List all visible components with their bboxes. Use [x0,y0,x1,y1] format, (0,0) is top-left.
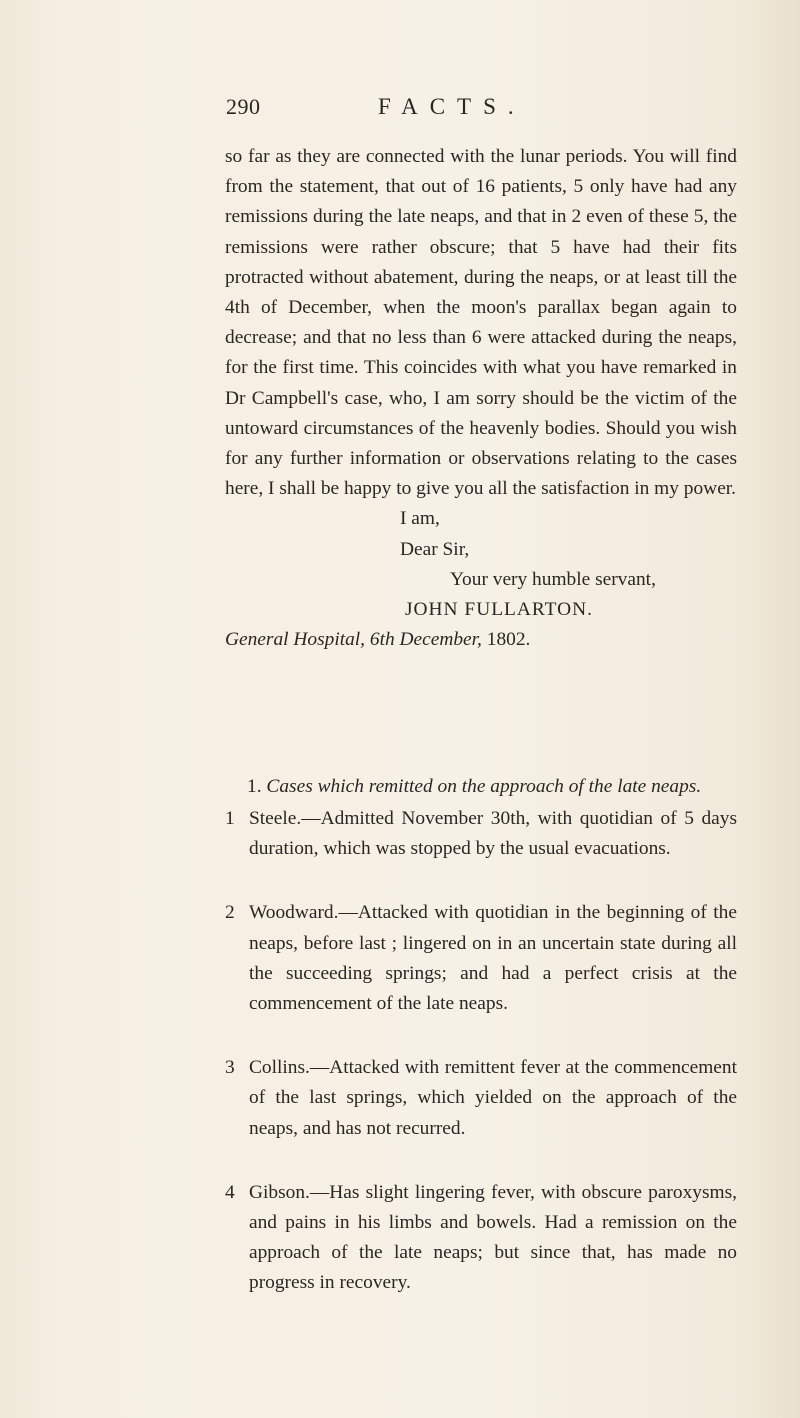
case-number: 1 [225,808,235,829]
cases-section [225,772,737,1299]
running-title: FACTS. [378,94,526,119]
case-text: Steele.—Admitted November 30th, with quotidian of 5 days duration, which was stopped by the usual evacuations. [249,808,737,860]
letter-body: so far as they are connected with the lunar periods. You will find from the statement, that out of 16 patients, 5 only have had any remissions during the late neaps, and that in 2 even of these 5, the remissions were rather obscure; that 5 have had their fits protracted without abatement, during the neaps, or at least till the 4th of December, when the moon's parallax began again to decrease; and that no less than 6 were attacked during the neaps, for the first time. This coincides with what you have remarked in Dr Campbell's case, who, I am sorry should be the victim of the untoward circumstances of the heavenly bodies. Should you wish for any further information or observations relating to the cases here, I shall be happy to give you all the satisfaction in my power. [225,146,737,500]
page-header [226,94,656,128]
case-text: Collins.—Attacked with remittent fever at the commencement of the last springs, which yielded on the approach of the neaps, and has not recurred. [249,1057,737,1139]
dateline-day: 6th December, [369,629,482,651]
dateline-year: 1802. [486,629,531,651]
case-item [225,1178,737,1299]
letter-section [225,142,737,655]
case-number: 2 [225,902,235,924]
signature: JOHN FULLARTON. [405,599,594,621]
letter-closing [225,504,737,625]
case-item [225,898,737,1019]
dateline-place: General Hospital, [225,629,366,651]
cases-heading-number: 1. [247,776,262,797]
closing-i-am: I am, [400,508,440,530]
closing-salutation: Dear Sir, [400,538,470,560]
case-text: Woodward.—Attacked with quotidian in the beginning of the neaps, before last ; lingered on in an uncertain state during all the succeeding springs; and had a perfect crisis at the commencement of the late neaps. [249,902,737,1015]
case-number: 3 [225,1057,235,1079]
cases-heading-text: Cases which remitted on the approach of the late neaps. [266,776,702,797]
case-text: Gibson.—Has slight lingering fever, with obscure paroxysms, and pains in his limbs and bowels. Had a remission on the approach of the late neaps; but since that, has made no progress in recovery. [249,1181,737,1294]
closing-servant: Your very humble servant, [450,568,656,590]
case-number: 4 [225,1181,235,1203]
cases-heading [225,772,737,802]
case-item [225,1053,737,1144]
page-number: 290 [226,94,261,119]
dateline [225,625,737,655]
case-item [225,804,737,864]
